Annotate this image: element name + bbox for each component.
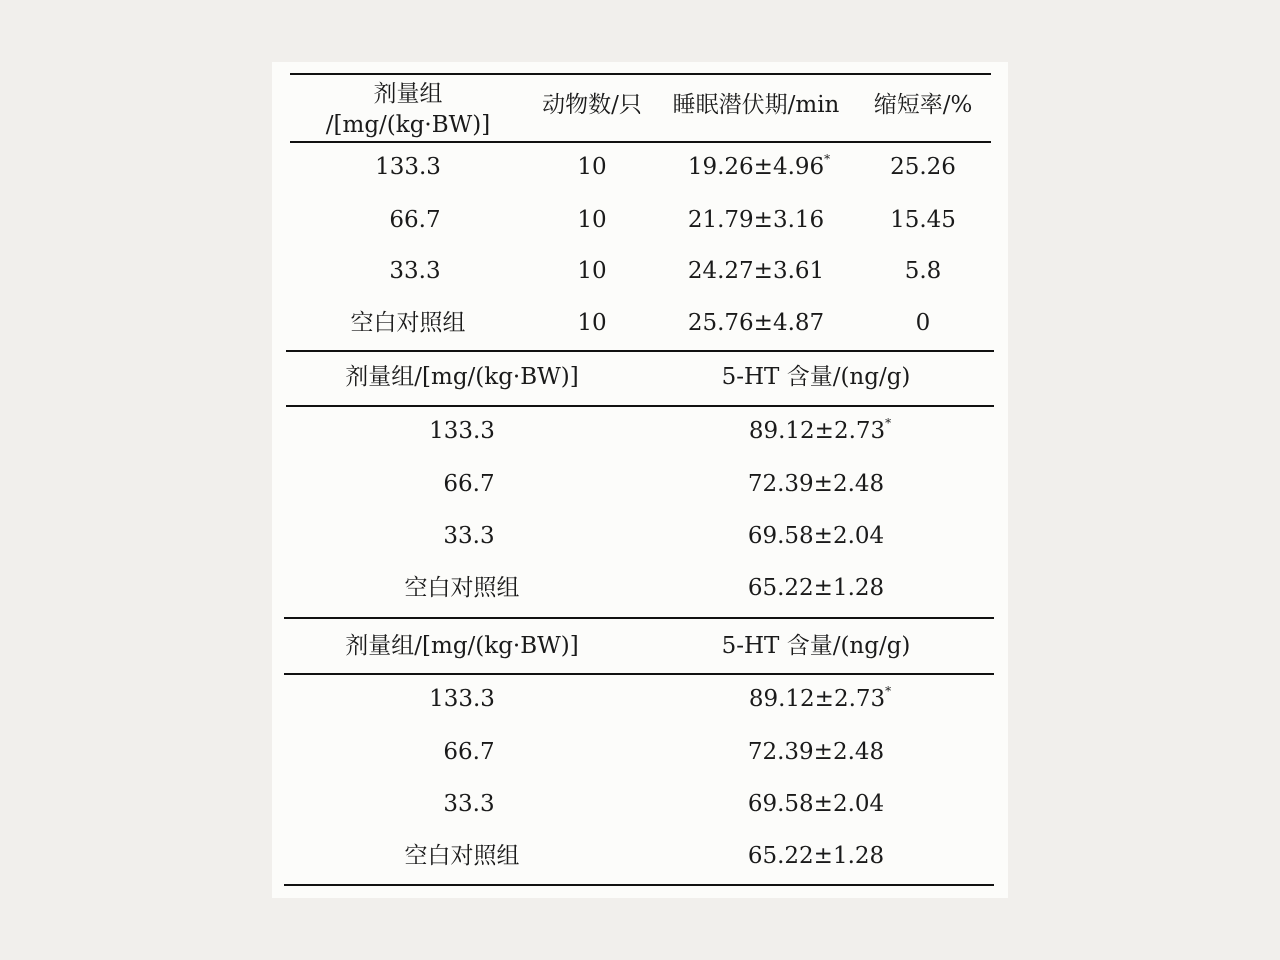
table2-row1-value: 89.12±2.73* (748, 416, 892, 445)
table3-row1-value: 89.12±2.73* (748, 684, 892, 713)
table2-row4-dose: 空白对照组 (404, 575, 520, 602)
table1-row3-latency: 24.27±3.61 (687, 258, 825, 285)
table2-row3-dose: 33.3 (443, 523, 495, 550)
table1-row2-latency: 21.79±3.16 (687, 207, 825, 234)
table1-row1-dose: 133.3 (375, 154, 441, 181)
table2-header-rule (286, 405, 994, 407)
table1-row4-latency: 25.76±4.87 (687, 310, 825, 337)
table2-row4-value: 65.22±1.28 (747, 575, 885, 602)
table1-top-rule (290, 73, 991, 75)
table1-row2-rate: 15.45 (890, 207, 956, 234)
table1-row3-rate: 5.8 (904, 258, 942, 285)
table1-bottom-rule (286, 350, 994, 352)
table1-row2-dose: 66.7 (389, 207, 441, 234)
table1-row2-n: 10 (577, 207, 607, 234)
table3-bottom-rule (284, 884, 994, 886)
table1-header-latency: 睡眠潜伏期/min (672, 92, 840, 119)
table2-header-content: 5-HT 含量/(ng/g) (721, 364, 911, 391)
table2-row2-dose: 66.7 (443, 471, 495, 498)
table1-header-shorten: 缩短率/% (873, 92, 973, 119)
table3-header-content: 5-HT 含量/(ng/g) (721, 633, 911, 660)
table2-row1-dose: 133.3 (429, 418, 495, 445)
table3-row3-dose: 33.3 (443, 791, 495, 818)
table1-header-animals: 动物数/只 (542, 92, 642, 119)
table1-header-rule (290, 141, 991, 143)
table2-header-dose: 剂量组/[mg/(kg·BW)] (345, 364, 579, 391)
table1-header-dose-line2: /[mg/(kg·BW)] (325, 112, 491, 138)
table1-header-dose (326, 79, 490, 141)
table1-row1-latency: 19.26±4.96* (687, 152, 831, 181)
document-page (272, 62, 1008, 898)
table2-bottom-rule (284, 617, 994, 619)
table1-row4-rate: 0 (915, 310, 931, 337)
table3-row4-value: 65.22±1.28 (747, 843, 885, 870)
table2-row2-value: 72.39±2.48 (747, 471, 885, 498)
table3-row2-dose: 66.7 (443, 739, 495, 766)
table3-row1-dose: 133.3 (429, 686, 495, 713)
significance-mark: * (824, 152, 831, 167)
table1-row3-n: 10 (577, 258, 607, 285)
table1-row4-n: 10 (577, 310, 607, 337)
significance-mark: * (885, 416, 892, 431)
table1-row1-rate: 25.26 (890, 154, 956, 181)
table3-header-dose: 剂量组/[mg/(kg·BW)] (345, 633, 579, 660)
table3-row4-dose: 空白对照组 (404, 843, 520, 870)
table1-row4-dose: 空白对照组 (350, 310, 466, 337)
significance-mark: * (885, 684, 892, 699)
table2-row3-value: 69.58±2.04 (747, 523, 885, 550)
table1-row3-dose: 33.3 (389, 258, 441, 285)
table3-row3-value: 69.58±2.04 (747, 791, 885, 818)
table3-header-rule (284, 673, 994, 675)
table1-row1-n: 10 (577, 154, 607, 181)
table1-header-dose-line1: 剂量组 (373, 80, 443, 107)
table3-row2-value: 72.39±2.48 (747, 739, 885, 766)
